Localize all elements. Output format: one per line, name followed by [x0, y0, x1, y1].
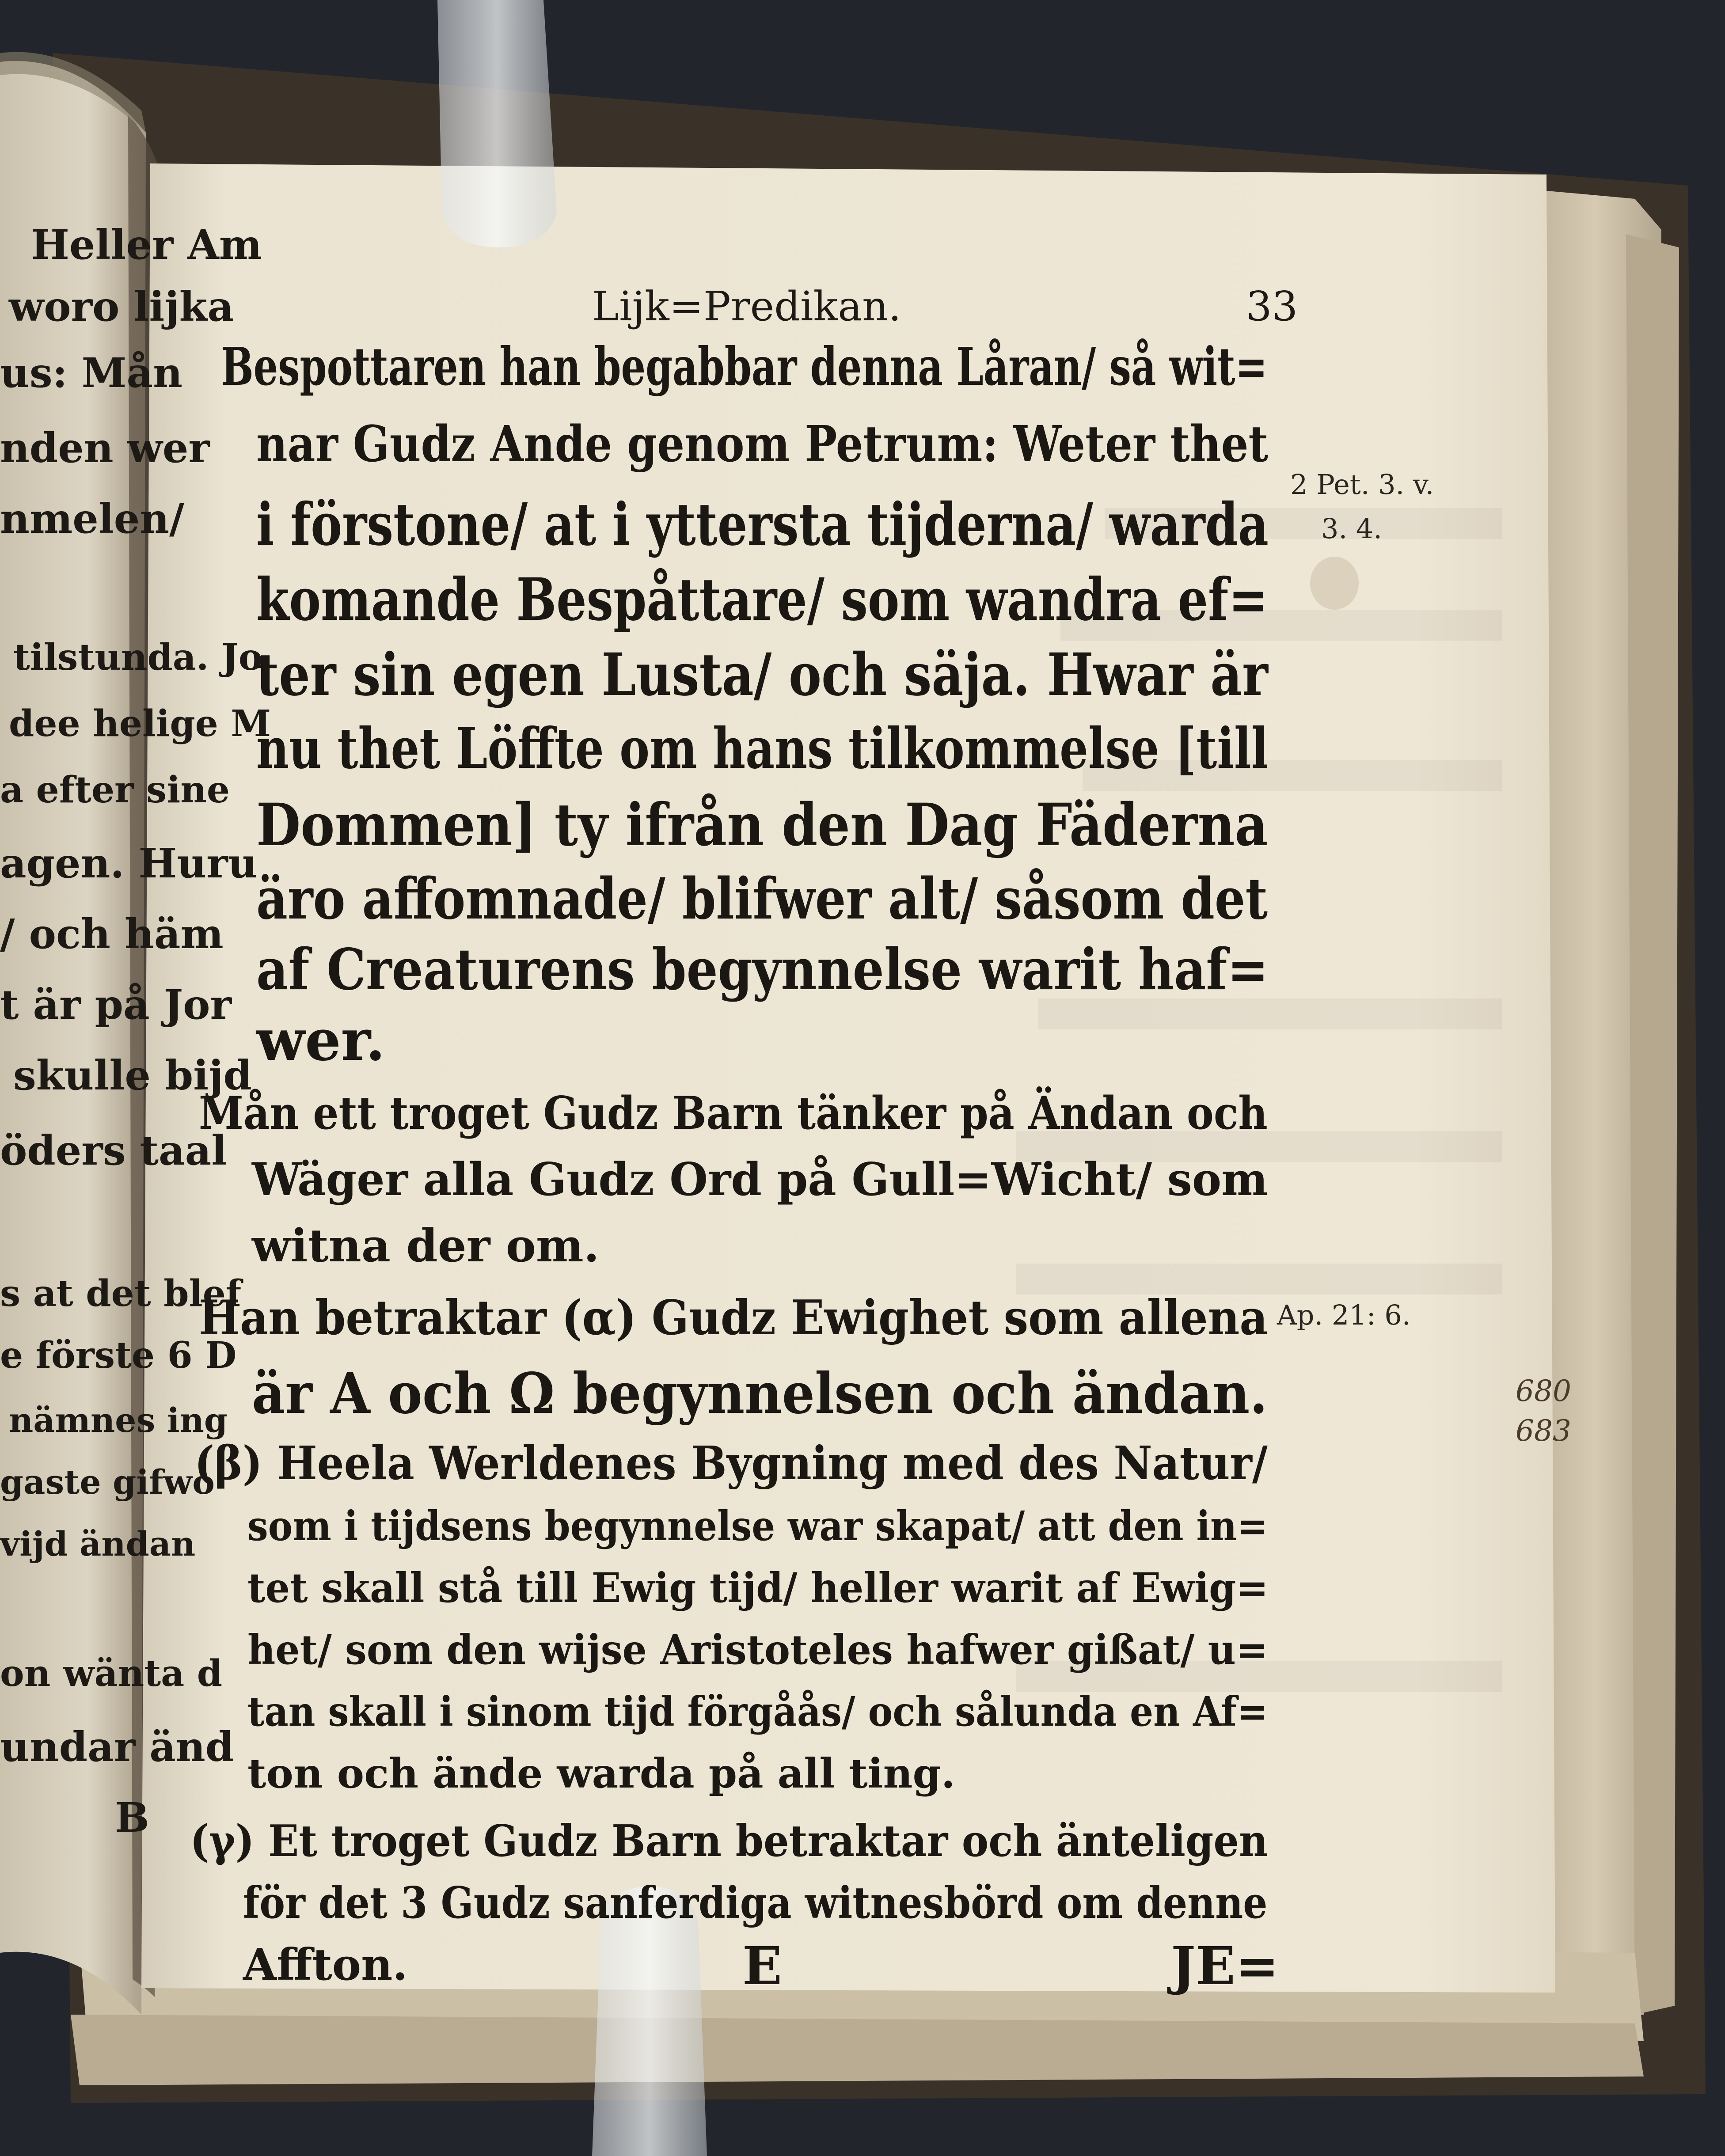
text-line: tan skall i sinom tijd förgåås/ och sålunda en Af= [247, 1688, 1268, 1735]
text-line: nu thet Löffte om hans tilkommelse [till [256, 716, 1269, 781]
handwritten-number: 683 [1516, 1414, 1571, 1448]
text-line: (β) Heela Werldenes Bygning med des Natur/ [194, 1436, 1268, 1490]
left-fragment: us: Mån [0, 349, 183, 397]
margin-reference: 2 Pet. 3. v. [1290, 468, 1434, 501]
text-line: witna der om. [252, 1219, 600, 1272]
text-line: Han betraktar (α) Gudz Ewighet som allena [199, 1290, 1268, 1346]
text-line: (γ) Et troget Gudz Barn betraktar och änteligen [190, 1816, 1268, 1867]
running-title: Lijk=Predikan. [592, 283, 901, 330]
text-line: het/ som den wijse Aristoteles hafwer gißat/ u= [247, 1626, 1268, 1674]
text-line: i förstone/ at i ytterstа tijderna/ warda [256, 490, 1269, 559]
left-fragment: agen. Huru [0, 839, 258, 887]
text-line: som i tijdsens begynnelse war skapat/ att den in= [247, 1502, 1268, 1550]
text-line: är A och Ω begynnelsen och ändan. [252, 1361, 1268, 1426]
left-fragment: on wänta d [0, 1652, 223, 1695]
left-fragment: skulle bijd [13, 1051, 252, 1099]
page-number: 33 [1246, 283, 1298, 330]
left-fragment: nden wer [0, 424, 210, 472]
left-fragment: öders taal [0, 1127, 227, 1174]
text-line: ton och ände warda på all ting. [247, 1750, 955, 1797]
text-line: wer. [256, 1007, 385, 1074]
left-fragment: Heller Am [31, 221, 262, 269]
left-fragment: dee helige M [9, 702, 271, 745]
left-fragment: undar änd [0, 1723, 234, 1771]
left-fragment: gaste gifwo [0, 1462, 215, 1502]
text-line: ter sin egen Lusta/ och säja. Hwar är [256, 641, 1268, 709]
text-line: för det 3 Gudz sanferdiga witnesbörd om denne [243, 1878, 1268, 1928]
left-fragment: nmelen/ [0, 495, 184, 543]
text-line: Dommen] ty ifrån den Dag Fäderna [256, 791, 1268, 859]
left-fragment: tilstunda. Jo [13, 636, 263, 679]
left-fragment: e förste 6 D [0, 1334, 237, 1377]
text-line: af Creaturens begynnelse warit haf= [256, 937, 1269, 1003]
left-fragment: B [115, 1794, 149, 1841]
signature-mark: E [742, 1935, 782, 1997]
left-fragment: / och häm [0, 910, 224, 958]
text-line: komande Bespåttare/ som wandra ef= [256, 566, 1269, 634]
left-fragment: a efter sine [0, 769, 230, 811]
text-line: Wäger alla Gudz Ord på Gull=Wicht/ som [252, 1153, 1268, 1206]
left-fragment: vijd ändan [0, 1524, 196, 1564]
text-line: Bespottaren han begabbar denna Låran/ så wit= [221, 336, 1268, 397]
handwritten-number: 680 [1516, 1374, 1571, 1408]
left-fragment: s at det blef [0, 1272, 242, 1315]
left-fragment: woro lijka [9, 283, 234, 330]
left-fragment: nämnes ing [9, 1401, 228, 1440]
text-line: nar Gudz Ande genom Petrum: Weter thet [256, 415, 1269, 473]
left-fragment: t är på Jor [0, 981, 232, 1029]
text-line: äro affomnade/ blifwer alt/ såsom det [256, 866, 1268, 932]
text-line: Mån ett troget Gudz Barn tänker på Ändan och [199, 1087, 1268, 1140]
text-line: tet skall stå till Ewig tijd/ heller warit af Ewig= [247, 1564, 1269, 1612]
margin-reference: Ap. 21: 6. [1277, 1299, 1411, 1331]
text-line: Affton. [243, 1940, 408, 1990]
margin-reference: 3. 4. [1321, 512, 1383, 545]
catchword: JE= [1171, 1935, 1279, 1997]
